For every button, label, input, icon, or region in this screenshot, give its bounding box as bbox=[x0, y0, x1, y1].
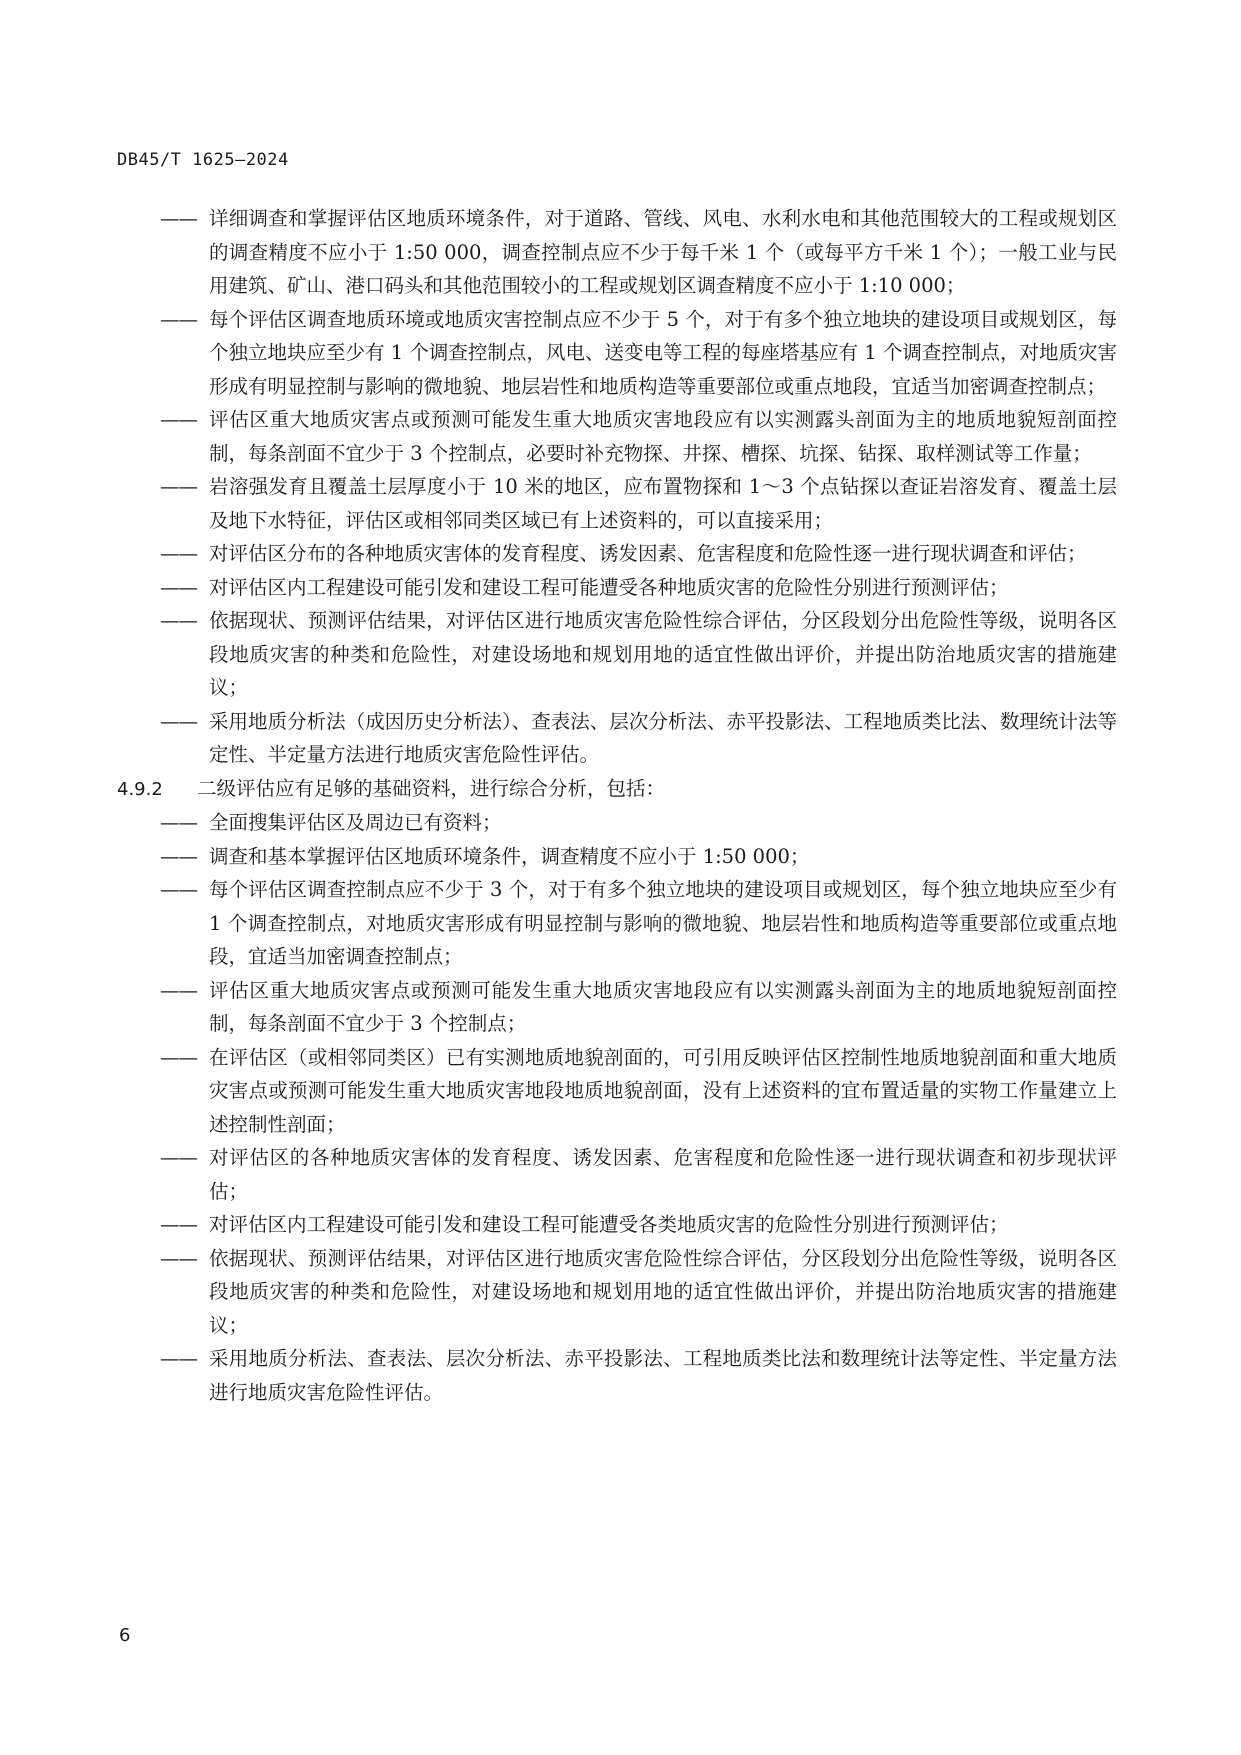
list-item bbox=[117, 1141, 1117, 1208]
list-dash: —— bbox=[160, 1347, 197, 1370]
list-item-text: 依据现状、预测评估结果，对评估区进行地质灾害危险性综合评估，分区段划分出危险性等级，说明各区段地质灾害的种类和危险性，对建设场地和规划用地的适宜性做出评价，并提出防治地质灾害的措施建议； bbox=[209, 1246, 1117, 1337]
clause-4-9-2 bbox=[117, 772, 1117, 807]
list-item-text: 调查和基本掌握评估区地质环境条件，调查精度不应小于 1:50 000； bbox=[209, 844, 810, 868]
list-dash: —— bbox=[160, 709, 197, 733]
page-number: 6 bbox=[119, 1625, 131, 1646]
list-item-text: 每个评估区调查地质环境或地质灾害控制点应不少于 5 个，对于有多个独立地块的建设项目或规划区，每个独立地块应至少有 1 个调查控制点，风电、送变电等工程的每座塔基应有 1 个调查控制点，对地质灾害形成有明显控制与影响的微地貌、地层岩性和地质构造等重要部位或重点地段，宜适当加密调查控制点； bbox=[209, 307, 1117, 398]
list-dash: —— bbox=[160, 1146, 197, 1169]
list-dash: —— bbox=[160, 1213, 197, 1236]
list-item-text: 评估区重大地质灾害点或预测可能发生重大地质灾害地段应有以实测露头剖面为主的地质地貌短剖面控制，每条剖面不宜少于 3 个控制点； bbox=[209, 978, 1117, 1035]
list-item bbox=[117, 1342, 1117, 1409]
list-item bbox=[117, 705, 1117, 772]
list-item-text: 采用地质分析法（成因历史分析法）、查表法、层次分析法、赤平投影法、工程地质类比法、数理统计法等定性、半定量方法进行地质灾害危险性评估。 bbox=[209, 709, 1117, 766]
list-item-text: 全面搜集评估区及周边已有资料； bbox=[209, 811, 502, 834]
list-item-text: 对评估区内工程建设可能引发和建设工程可能遭受各类地质灾害的危险性分别进行预测评估； bbox=[209, 1213, 1009, 1236]
list-item-text: 岩溶强发育且覆盖土层厚度小于 10 米的地区，应布置物探和 1～3 个点钻探以查证岩溶发育、覆盖土层及地下水特征，评估区或相邻同类区域已有上述资料的，可以直接采用； bbox=[209, 475, 1117, 532]
list-item bbox=[117, 403, 1117, 470]
list-item bbox=[117, 1041, 1117, 1142]
list-item-text: 详细调查和掌握评估区地质环境条件，对于道路、管线、风电、水利水电和其他范围较大的工程或规划区的调查精度不应小于 1:50 000，调查控制点应不少于每千米 1 个（或每平方千米 1 个）；一般工业与民用建筑、矿山、港口码头和其他范围较小的工程或规划区调查精度不应小于 1:10 000； bbox=[209, 207, 1117, 297]
list-dash: —— bbox=[160, 207, 197, 230]
list-item-text: 在评估区（或相邻同类区）已有实测地质地貌剖面的，可引用反映评估区控制性地质地貌剖面和重大地质灾害点或预测可能发生重大地质灾害地段地质地貌剖面，没有上述资料的宜布置适量的实物工作量建立上述控制性剖面； bbox=[209, 1045, 1117, 1136]
standard-number-header: DB45/T 1625—2024 bbox=[117, 150, 289, 170]
list-item-text: 每个评估区调查控制点应不少于 3 个，对于有多个独立地块的建设项目或规划区，每个独立地块应至少有 1 个调查控制点，对地质灾害形成有明显控制与影响的微地貌、地层岩性和地质构造等重要部位或重点地段，宜适当加密调查控制点； bbox=[209, 878, 1117, 968]
list-item-text: 评估区重大地质灾害点或预测可能发生重大地质灾害地段应有以实测露头剖面为主的地质地貌短剖面控制，每条剖面不宜少于 3 个控制点，必要时补充物探、井探、槽探、坑探、钻探、取样测试等工作量； bbox=[209, 408, 1117, 465]
list-item bbox=[117, 873, 1117, 974]
section-b-list bbox=[117, 806, 1117, 1409]
list-item bbox=[117, 840, 1117, 874]
list-item-text: 对评估区的各种地质灾害体的发育程度、诱发因素、危害程度和危险性逐一进行现状调查和初步现状评估； bbox=[209, 1146, 1117, 1203]
list-item bbox=[117, 604, 1117, 705]
list-dash: —— bbox=[160, 1246, 197, 1270]
clause-number: 4.9.2 bbox=[117, 778, 163, 800]
list-dash: —— bbox=[160, 475, 197, 498]
list-dash: —— bbox=[160, 844, 197, 868]
document-body bbox=[117, 202, 1117, 1409]
list-item bbox=[117, 974, 1117, 1041]
list-item bbox=[117, 806, 1117, 840]
list-dash: —— bbox=[160, 609, 197, 632]
list-item bbox=[117, 1242, 1117, 1343]
clause-text: 二级评估应有足够的基础资料，进行综合分析，包括： bbox=[197, 776, 666, 800]
list-item bbox=[117, 571, 1117, 605]
list-item bbox=[117, 202, 1117, 303]
list-item-text: 对评估区分布的各种地质灾害体的发育程度、诱发因素、危害程度和危险性逐一进行现状调查和评估； bbox=[209, 542, 1087, 565]
list-dash: —— bbox=[160, 307, 197, 331]
list-item bbox=[117, 1208, 1117, 1242]
list-dash: —— bbox=[160, 978, 197, 1002]
list-dash: —— bbox=[160, 408, 197, 431]
list-item-text: 对评估区内工程建设可能引发和建设工程可能遭受各种地质灾害的危险性分别进行预测评估； bbox=[209, 575, 1009, 599]
list-item bbox=[117, 470, 1117, 537]
list-dash: —— bbox=[160, 542, 197, 565]
section-a-list bbox=[117, 202, 1117, 772]
list-item bbox=[117, 303, 1117, 404]
list-dash: —— bbox=[160, 1045, 197, 1069]
list-dash: —— bbox=[160, 575, 197, 599]
list-item-text: 依据现状、预测评估结果，对评估区进行地质灾害危险性综合评估，分区段划分出危险性等级，说明各区段地质灾害的种类和危险性，对建设场地和规划用地的适宜性做出评价，并提出防治地质灾害的措施建议； bbox=[209, 609, 1117, 699]
list-dash: —— bbox=[160, 811, 197, 834]
list-item-text: 采用地质分析法、查表法、层次分析法、赤平投影法、工程地质类比法和数理统计法等定性、半定量方法进行地质灾害危险性评估。 bbox=[209, 1347, 1117, 1404]
list-dash: —— bbox=[160, 878, 197, 901]
list-item bbox=[117, 537, 1117, 571]
